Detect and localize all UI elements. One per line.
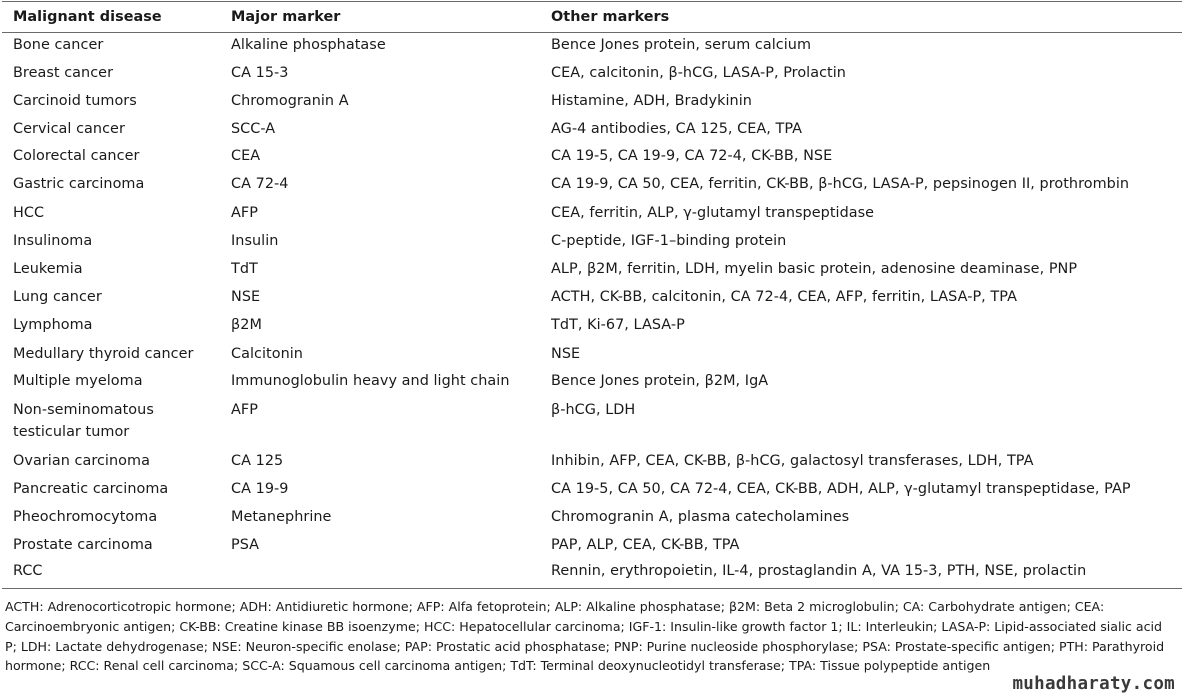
cell-other-markers: Chromogranin A, plasma catecholamines (551, 509, 850, 525)
cell-other-markers: C-peptide, IGF-1–binding protein (551, 233, 787, 249)
cell-disease: Breast cancer (13, 65, 114, 81)
cell-other-markers: NSE (551, 346, 581, 362)
cell-major-marker: Calcitonin (231, 346, 303, 362)
cell-other-markers: ACTH, CK-BB, calcitonin, CA 72-4, CEA, AFP, ferritin, LASA-P, TPA (551, 289, 1017, 305)
cell-disease: Pheochromocytoma (13, 509, 158, 525)
cell-disease: Ovarian carcinoma (13, 453, 150, 469)
cell-major-marker: CA 72-4 (231, 176, 289, 192)
cell-disease: Insulinoma (13, 233, 93, 249)
table-bottom-rule (2, 588, 1182, 589)
cell-disease: Gastric carcinoma (13, 176, 145, 192)
cell-major-marker: β2M (231, 317, 262, 333)
cell-major-marker: CA 19-9 (231, 481, 289, 497)
cell-disease: Cervical cancer (13, 121, 125, 137)
cell-disease: Non-seminomatous testicular tumor (13, 402, 154, 440)
cell-disease: Bone cancer (13, 37, 104, 53)
cell-other-markers: Rennin, erythropoietin, IL-4, prostaglandin A, VA 15-3, PTH, NSE, prolactin (551, 563, 1087, 579)
cell-major-marker: Alkaline phosphatase (231, 37, 386, 53)
cell-disease: Lung cancer (13, 289, 102, 305)
cell-disease: Leukemia (13, 261, 83, 277)
table-footnote-abbreviations: ACTH: Adrenocorticotropic hormone; ADH: Antidiuretic hormone; AFP: Alfa fetoprotein; ALP: Alkaline phosphatase; β2M: Beta 2 microglobulin; CA: Carbohydrate antigen; CEA: Carcinoembryonic antigen; CK-BB: Creatine kinase BB isoenzyme; HCC: Hepatocellular carcinoma; IGF-1: Insulin-like growth factor 1; IL: Interleukin; LASA-P: Lipid-associated sialic acid P; LDH: Lactate dehydrogenase; NSE: Neuron-specific enolase; PAP: Prostatic acid phosphatase; PNP: Purine nucleoside phosphorylase; PSA: Prostate-specific antigen; PTH: Parathyroid hormone; RCC: Renal cell carcinoma; SCC-A: Squamous cell carcinoma antigen; TdT: Terminal deoxynucleotidyl transferase; TPA: Tissue polypeptide antigen (5, 599, 1165, 674)
cell-other-markers: CA 19-9, CA 50, CEA, ferritin, CK-BB, β-hCG, LASA-P, pepsinogen II, prothrombin (551, 176, 1130, 192)
cell-other-markers: TdT, Ki-67, LASA-P (551, 317, 685, 333)
cell-disease: HCC (13, 205, 45, 221)
cell-disease: Medullary thyroid cancer (13, 346, 194, 362)
cell-major-marker: CA 15-3 (231, 65, 289, 81)
cell-major-marker: NSE (231, 289, 261, 305)
cell-disease: Colorectal cancer (13, 148, 140, 164)
cell-other-markers: PAP, ALP, CEA, CK-BB, TPA (551, 537, 740, 553)
header-major-marker: Major marker (231, 9, 341, 25)
cell-major-marker: AFP (231, 402, 258, 418)
cell-other-markers: Histamine, ADH, Bradykinin (551, 93, 752, 109)
cell-other-markers: AG-4 antibodies, CA 125, CEA, TPA (551, 121, 803, 137)
cell-major-marker: PSA (231, 537, 260, 553)
header-other-markers: Other markers (551, 9, 670, 25)
cell-disease: Multiple myeloma (13, 373, 143, 389)
cell-other-markers: CA 19-5, CA 19-9, CA 72-4, CK-BB, NSE (551, 148, 833, 164)
cell-other-markers: CA 19-5, CA 50, CA 72-4, CEA, CK-BB, ADH, ALP, γ-glutamyl transpeptidase, PAP (551, 481, 1131, 497)
cell-other-markers: CEA, calcitonin, β-hCG, LASA-P, Prolactin (551, 65, 846, 81)
cell-other-markers: Bence Jones protein, serum calcium (551, 37, 812, 53)
cell-major-marker: Insulin (231, 233, 279, 249)
cell-other-markers: Bence Jones protein, β2M, IgA (551, 373, 769, 389)
table-header-rule (2, 32, 1182, 33)
cell-other-markers: β-hCG, LDH (551, 402, 636, 418)
header-malignant-disease: Malignant disease (13, 9, 162, 25)
cell-disease: Carcinoid tumors (13, 93, 137, 109)
cell-major-marker: CEA (231, 148, 261, 164)
cell-disease: RCC (13, 563, 43, 579)
cell-disease: Lymphoma (13, 317, 93, 333)
cell-disease: Prostate carcinoma (13, 537, 153, 553)
cell-major-marker: AFP (231, 205, 258, 221)
cell-other-markers: ALP, β2M, ferritin, LDH, myelin basic protein, adenosine deaminase, PNP (551, 261, 1078, 277)
watermark-logo: muhadharaty.com (1012, 674, 1175, 694)
cell-major-marker: Immunoglobulin heavy and light chain (231, 373, 510, 389)
cell-other-markers: Inhibin, AFP, CEA, CK-BB, β-hCG, galactosyl transferases, LDH, TPA (551, 453, 1034, 469)
cell-major-marker: SCC-A (231, 121, 276, 137)
cell-disease: Pancreatic carcinoma (13, 481, 169, 497)
cell-other-markers: CEA, ferritin, ALP, γ-glutamyl transpeptidase (551, 205, 875, 221)
table-top-rule (2, 1, 1182, 2)
cell-major-marker: Chromogranin A (231, 93, 349, 109)
cell-major-marker: Metanephrine (231, 509, 332, 525)
cell-major-marker: TdT (231, 261, 258, 277)
cell-major-marker: CA 125 (231, 453, 284, 469)
